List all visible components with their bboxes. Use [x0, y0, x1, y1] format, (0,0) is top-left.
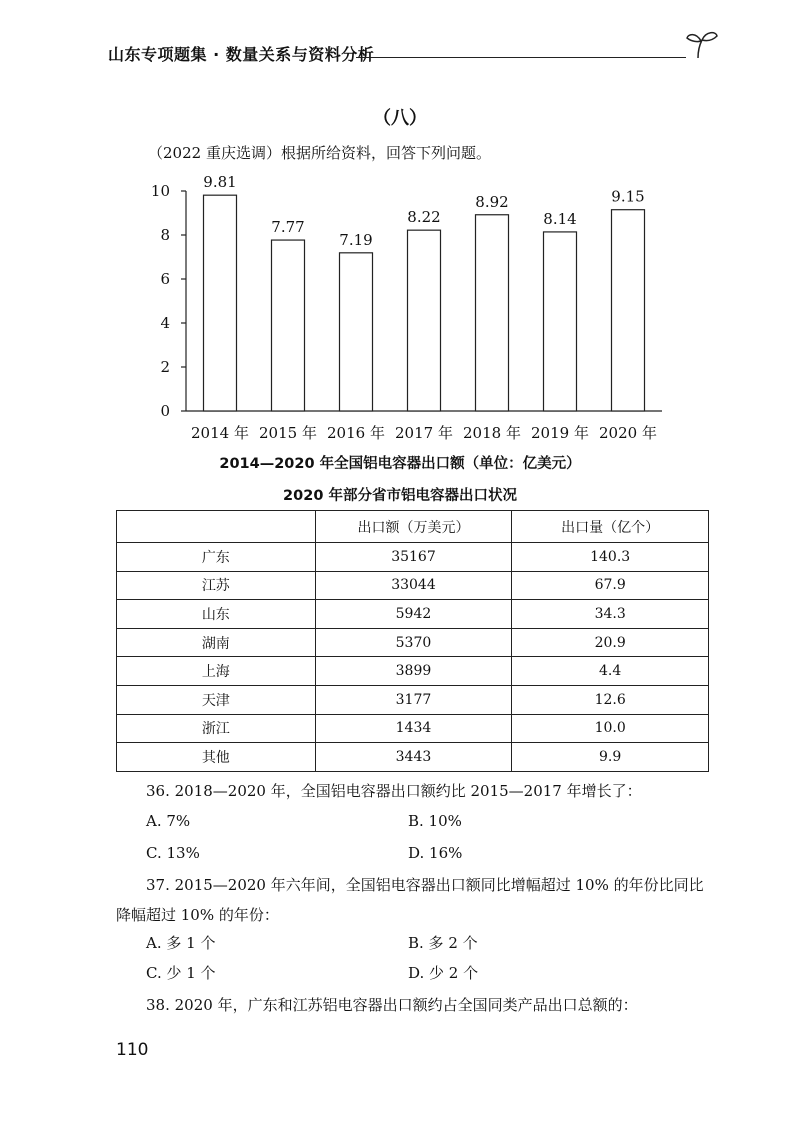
- y-tick-label: 8: [160, 226, 170, 244]
- question-37-option-d[interactable]: D. 少 2 个: [408, 964, 479, 982]
- x-tick-label: 2017 年: [395, 424, 453, 442]
- table-title: 2020 年部分省市铝电容器出口状况: [283, 488, 517, 504]
- bar: [476, 215, 509, 411]
- table-cell-region: 天津: [117, 685, 316, 714]
- x-tick-label: 2015 年: [259, 424, 317, 442]
- table-cell-region: 其他: [117, 743, 316, 772]
- question-36-option-b[interactable]: B. 10%: [408, 812, 462, 830]
- bar: [340, 253, 373, 411]
- page-number: 110: [116, 1040, 149, 1060]
- table-cell-region: 广东: [117, 543, 316, 572]
- data-label: 7.77: [271, 218, 305, 237]
- table-cell-value: 1434: [315, 714, 512, 743]
- y-tick-label: 4: [160, 314, 170, 332]
- table-row: [117, 571, 709, 600]
- table-cell-value: 3177: [315, 685, 512, 714]
- table-row: [117, 657, 709, 686]
- table-row: [117, 743, 709, 772]
- data-label: 7.19: [339, 230, 373, 249]
- bar: [612, 210, 645, 411]
- section-title: （八）: [373, 108, 427, 129]
- table-cell-value: 5942: [315, 600, 512, 629]
- x-tick-label: 2016 年: [327, 424, 385, 442]
- y-tick-label: 2: [160, 358, 170, 376]
- bar: [544, 232, 577, 411]
- export-bar-chart: [0, 170, 800, 450]
- intro-text: （2022 重庆选调）根据所给资料，回答下列问题。: [148, 144, 491, 162]
- header-title: 山东专项题集 · 数量关系与资料分析: [108, 45, 375, 64]
- data-label: 8.22: [407, 208, 441, 227]
- data-label: 8.92: [475, 192, 509, 211]
- table-cell-value: 5370: [315, 628, 512, 657]
- x-tick-label: 2014 年: [191, 424, 249, 442]
- table-cell-region: 浙江: [117, 714, 316, 743]
- data-label: 8.14: [543, 209, 577, 228]
- table-cell-region: 山东: [117, 600, 316, 629]
- data-label: 9.15: [611, 187, 645, 206]
- table-cell-volume: 4.4: [512, 657, 709, 686]
- table-cell-volume: 10.0: [512, 714, 709, 743]
- question-37-option-a[interactable]: A. 多 1 个: [146, 934, 216, 952]
- table-row: [117, 628, 709, 657]
- question-36-stem: 36. 2018—2020 年，全国铝电容器出口额约比 2015—2017 年增长了：: [146, 782, 642, 800]
- table-cell-volume: 12.6: [512, 685, 709, 714]
- question-37-stem: 37. 2015—2020 年六年间，全国铝电容器出口额同比增幅超过 10% 的年份比同比降幅超过 10% 的年份：: [116, 876, 704, 924]
- table-cell-volume: 20.9: [512, 628, 709, 657]
- chart-title: 2014—2020 年全国铝电容器出口额（单位：亿美元）: [219, 456, 581, 472]
- x-tick-label: 2018 年: [463, 424, 521, 442]
- table-cell-region: 江苏: [117, 571, 316, 600]
- y-tick-label: 10: [150, 182, 170, 200]
- question-36-option-a[interactable]: A. 7%: [146, 812, 191, 830]
- table-cell-volume: 34.3: [512, 600, 709, 629]
- bar: [408, 230, 441, 411]
- header-rule: [356, 57, 686, 58]
- question-36-option-d[interactable]: D. 16%: [408, 844, 463, 862]
- table-cell-volume: 140.3: [512, 543, 709, 572]
- question-37-option-c[interactable]: C. 少 1 个: [146, 964, 216, 982]
- table-cell-region: 上海: [117, 657, 316, 686]
- table-header-row: [117, 511, 709, 543]
- y-tick-label: 6: [160, 270, 170, 288]
- question-38-stem: 38. 2020 年，广东和江苏铝电容器出口额约占全国同类产品出口总额的：: [146, 996, 638, 1014]
- table-cell-volume: 9.9: [512, 743, 709, 772]
- table-row: [117, 543, 709, 572]
- x-tick-label: 2019 年: [531, 424, 589, 442]
- table-cell-value: 3443: [315, 743, 512, 772]
- table-cell-value: 33044: [315, 571, 512, 600]
- table-cell-value: 3899: [315, 657, 512, 686]
- table-row: [117, 600, 709, 629]
- bar: [204, 195, 237, 411]
- x-tick-label: 2020 年: [599, 424, 657, 442]
- y-tick-label: 0: [160, 402, 170, 420]
- table-cell-volume: 67.9: [512, 571, 709, 600]
- data-label: 9.81: [203, 173, 237, 192]
- table-row: [117, 714, 709, 743]
- table-cell-value: 35167: [315, 543, 512, 572]
- province-export-table: [116, 510, 709, 772]
- question-36-option-c[interactable]: C. 13%: [146, 844, 200, 862]
- sprout-icon: [684, 28, 720, 62]
- question-37-option-b[interactable]: B. 多 2 个: [408, 934, 478, 952]
- table-row: [117, 685, 709, 714]
- table-header-cell: 出口额（万美元）: [315, 511, 512, 543]
- table-header-cell: 出口量（亿个）: [512, 511, 709, 543]
- bar: [272, 240, 305, 411]
- table-cell-region: 湖南: [117, 628, 316, 657]
- table-header-cell: [117, 511, 316, 543]
